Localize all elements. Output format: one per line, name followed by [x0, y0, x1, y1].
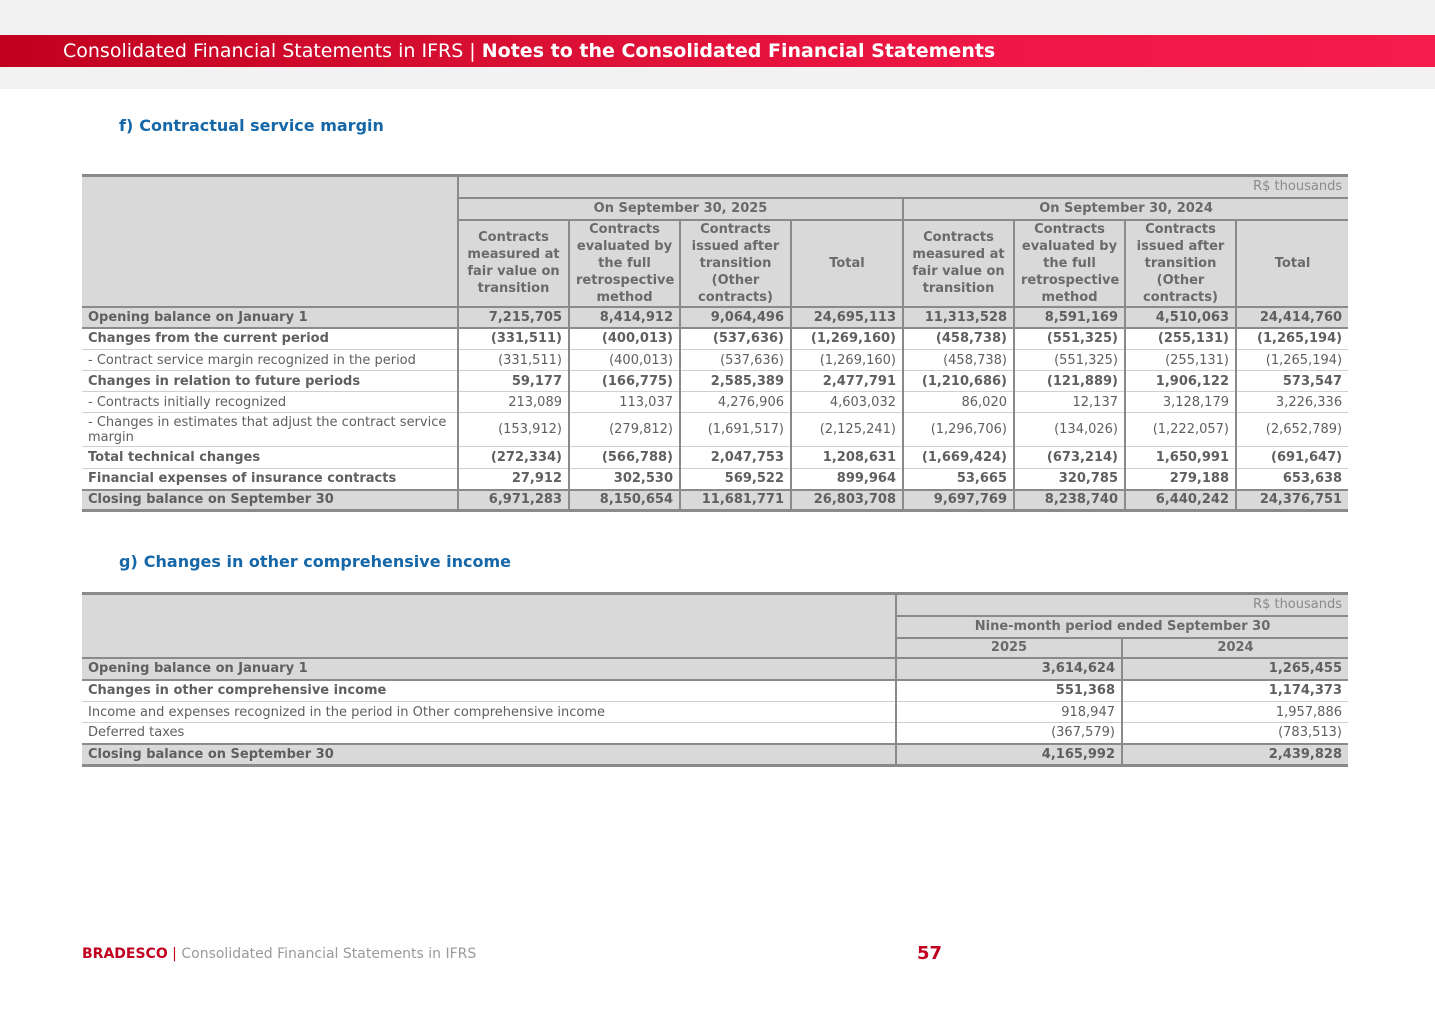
oci-row-label: Deferred taxes — [82, 723, 896, 744]
csm-cell: (2,652,789) — [1236, 413, 1348, 447]
csm-cell: (331,511) — [458, 328, 569, 350]
section-f-letter: f) — [119, 116, 134, 135]
csm-cell: (673,214) — [1014, 447, 1125, 469]
csm-table — [82, 174, 1348, 512]
csm-cell: 27,912 — [458, 469, 569, 490]
oci-row-label: Income and expenses recognized in the period in Other comprehensive income — [82, 702, 896, 723]
csm-row — [82, 490, 1348, 511]
csm-cell: (1,222,057) — [1125, 413, 1236, 447]
csm-cell: 9,697,769 — [903, 490, 1014, 511]
csm-cell: 6,971,283 — [458, 490, 569, 511]
oci-row — [82, 680, 1348, 702]
csm-cell: 7,215,705 — [458, 307, 569, 328]
csm-cell: 8,238,740 — [1014, 490, 1125, 511]
footer — [82, 946, 476, 962]
oci-row — [82, 723, 1348, 744]
csm-row — [82, 307, 1348, 328]
header-title-bold: Notes to the Consolidated Financial Statements — [481, 40, 996, 62]
oci-year-2025: 2025 — [896, 638, 1122, 658]
section-f-heading: Contractual service margin — [139, 116, 384, 135]
csm-row-label: Changes in relation to future periods — [82, 371, 458, 392]
csm-cell: (134,026) — [1014, 413, 1125, 447]
csm-cell: (1,669,424) — [903, 447, 1014, 469]
csm-cell: 113,037 — [569, 392, 680, 413]
csm-cell: (537,636) — [680, 328, 791, 350]
csm-cell: 2,047,753 — [680, 447, 791, 469]
page-number: 57 — [917, 943, 943, 964]
csm-row-label: Closing balance on September 30 — [82, 490, 458, 511]
csm-cell: 11,681,771 — [680, 490, 791, 511]
csm-body — [82, 307, 1348, 511]
csm-corner — [82, 176, 458, 307]
csm-col-issued-after-2024: Contracts issued after transition (Other contracts) — [1125, 220, 1236, 307]
csm-cell: 320,785 — [1014, 469, 1125, 490]
oci-row-label: Opening balance on January 1 — [82, 658, 896, 680]
csm-cell: 573,547 — [1236, 371, 1348, 392]
csm-period-2025: On September 30, 2025 — [458, 198, 903, 220]
csm-cell: (566,788) — [569, 447, 680, 469]
csm-cell: 24,376,751 — [1236, 490, 1348, 511]
oci-cell: 1,265,455 — [1122, 658, 1348, 680]
csm-row — [82, 392, 1348, 413]
csm-cell: (551,325) — [1014, 350, 1125, 371]
oci-row — [82, 702, 1348, 723]
csm-cell: (537,636) — [680, 350, 791, 371]
csm-cell: (1,265,194) — [1236, 350, 1348, 371]
csm-cell: 899,964 — [791, 469, 903, 490]
oci-row-label: Closing balance on September 30 — [82, 744, 896, 766]
csm-col-total-2024: Total — [1236, 220, 1348, 307]
csm-cell: (121,889) — [1014, 371, 1125, 392]
csm-col-issued-after-2025: Contracts issued after transition (Other contracts) — [680, 220, 791, 307]
csm-cell: 8,150,654 — [569, 490, 680, 511]
csm-row — [82, 371, 1348, 392]
csm-cell: 59,177 — [458, 371, 569, 392]
csm-cell: (1,265,194) — [1236, 328, 1348, 350]
csm-row-label: - Contracts initially recognized — [82, 392, 458, 413]
oci-cell: 551,368 — [896, 680, 1122, 702]
csm-cell: 653,638 — [1236, 469, 1348, 490]
csm-cell: 302,530 — [569, 469, 680, 490]
csm-row-label: - Changes in estimates that adjust the contract service margin — [82, 413, 458, 447]
csm-cell: 569,522 — [680, 469, 791, 490]
csm-row — [82, 469, 1348, 490]
csm-cell: (400,013) — [569, 328, 680, 350]
csm-cell: 24,414,760 — [1236, 307, 1348, 328]
oci-cell: 1,174,373 — [1122, 680, 1348, 702]
csm-col-full-retro-2025: Contracts evaluated by the full retrospective method — [569, 220, 680, 307]
csm-col-total-2025: Total — [791, 220, 903, 307]
csm-cell: (331,511) — [458, 350, 569, 371]
csm-cell: (1,296,706) — [903, 413, 1014, 447]
csm-cell: 279,188 — [1125, 469, 1236, 490]
section-g-letter: g) — [119, 552, 138, 571]
csm-cell: (458,738) — [903, 350, 1014, 371]
csm-cell: 12,137 — [1014, 392, 1125, 413]
csm-cell: 2,477,791 — [791, 371, 903, 392]
csm-cell: 1,650,991 — [1125, 447, 1236, 469]
csm-unit: R$ thousands — [458, 176, 1348, 198]
csm-cell: 3,226,336 — [1236, 392, 1348, 413]
csm-cell: (1,210,686) — [903, 371, 1014, 392]
csm-cell: (1,269,160) — [791, 328, 903, 350]
csm-cell: 8,414,912 — [569, 307, 680, 328]
csm-cell: 2,585,389 — [680, 371, 791, 392]
csm-cell: 3,128,179 — [1125, 392, 1236, 413]
section-g-title — [119, 552, 511, 571]
csm-cell: 24,695,113 — [791, 307, 903, 328]
oci-cell: 3,614,624 — [896, 658, 1122, 680]
oci-body — [82, 658, 1348, 766]
oci-cell: (367,579) — [896, 723, 1122, 744]
csm-cell: (2,125,241) — [791, 413, 903, 447]
csm-cell: 53,665 — [903, 469, 1014, 490]
csm-row — [82, 350, 1348, 371]
csm-cell: 4,276,906 — [680, 392, 791, 413]
csm-row-label: - Contract service margin recognized in the period — [82, 350, 458, 371]
csm-cell: (400,013) — [569, 350, 680, 371]
csm-row-label: Financial expenses of insurance contracts — [82, 469, 458, 490]
csm-cell: 9,064,496 — [680, 307, 791, 328]
section-f-title — [119, 116, 384, 135]
oci-corner — [82, 594, 896, 658]
csm-col-fair-value-2024: Contracts measured at fair value on transition — [903, 220, 1014, 307]
oci-row-label: Changes in other comprehensive income — [82, 680, 896, 702]
csm-cell: 4,510,063 — [1125, 307, 1236, 328]
header-title-regular: Consolidated Financial Statements in IFRS | — [63, 40, 482, 62]
csm-row — [82, 328, 1348, 350]
footer-subtitle: Consolidated Financial Statements in IFRS — [181, 946, 477, 962]
csm-cell: (1,269,160) — [791, 350, 903, 371]
oci-cell: 4,165,992 — [896, 744, 1122, 766]
csm-row-label: Opening balance on January 1 — [82, 307, 458, 328]
csm-cell: (272,334) — [458, 447, 569, 469]
csm-cell: 26,803,708 — [791, 490, 903, 511]
csm-cell: (153,912) — [458, 413, 569, 447]
csm-cell: (255,131) — [1125, 350, 1236, 371]
csm-col-full-retro-2024: Contracts evaluated by the full retrospective method — [1014, 220, 1125, 307]
oci-row — [82, 658, 1348, 680]
csm-cell: (255,131) — [1125, 328, 1236, 350]
oci-cell: (783,513) — [1122, 723, 1348, 744]
csm-cell: 86,020 — [903, 392, 1014, 413]
csm-row-label: Changes from the current period — [82, 328, 458, 350]
oci-table — [82, 592, 1348, 767]
csm-cell: 11,313,528 — [903, 307, 1014, 328]
csm-cell: 1,906,122 — [1125, 371, 1236, 392]
footer-brand: BRADESCO — [82, 946, 168, 962]
csm-cell: (166,775) — [569, 371, 680, 392]
oci-period: Nine-month period ended September 30 — [896, 616, 1348, 638]
csm-cell: 213,089 — [458, 392, 569, 413]
oci-cell: 918,947 — [896, 702, 1122, 723]
csm-row — [82, 447, 1348, 469]
section-g-heading: Changes in other comprehensive income — [143, 552, 511, 571]
csm-cell: 6,440,242 — [1125, 490, 1236, 511]
oci-unit: R$ thousands — [896, 594, 1348, 616]
csm-row — [82, 413, 1348, 447]
csm-cell: (279,812) — [569, 413, 680, 447]
csm-cell: (1,691,517) — [680, 413, 791, 447]
csm-cell: 4,603,032 — [791, 392, 903, 413]
footer-separator: | — [167, 946, 182, 962]
header-bar — [0, 35, 1435, 67]
csm-row-label: Total technical changes — [82, 447, 458, 469]
oci-cell: 2,439,828 — [1122, 744, 1348, 766]
csm-cell: 8,591,169 — [1014, 307, 1125, 328]
csm-cell: (691,647) — [1236, 447, 1348, 469]
csm-period-2024: On September 30, 2024 — [903, 198, 1348, 220]
csm-col-fair-value-2025: Contracts measured at fair value on transition — [458, 220, 569, 307]
csm-cell: (551,325) — [1014, 328, 1125, 350]
csm-cell: (458,738) — [903, 328, 1014, 350]
oci-row — [82, 744, 1348, 766]
csm-cell: 1,208,631 — [791, 447, 903, 469]
oci-cell: 1,957,886 — [1122, 702, 1348, 723]
oci-year-2024: 2024 — [1122, 638, 1348, 658]
